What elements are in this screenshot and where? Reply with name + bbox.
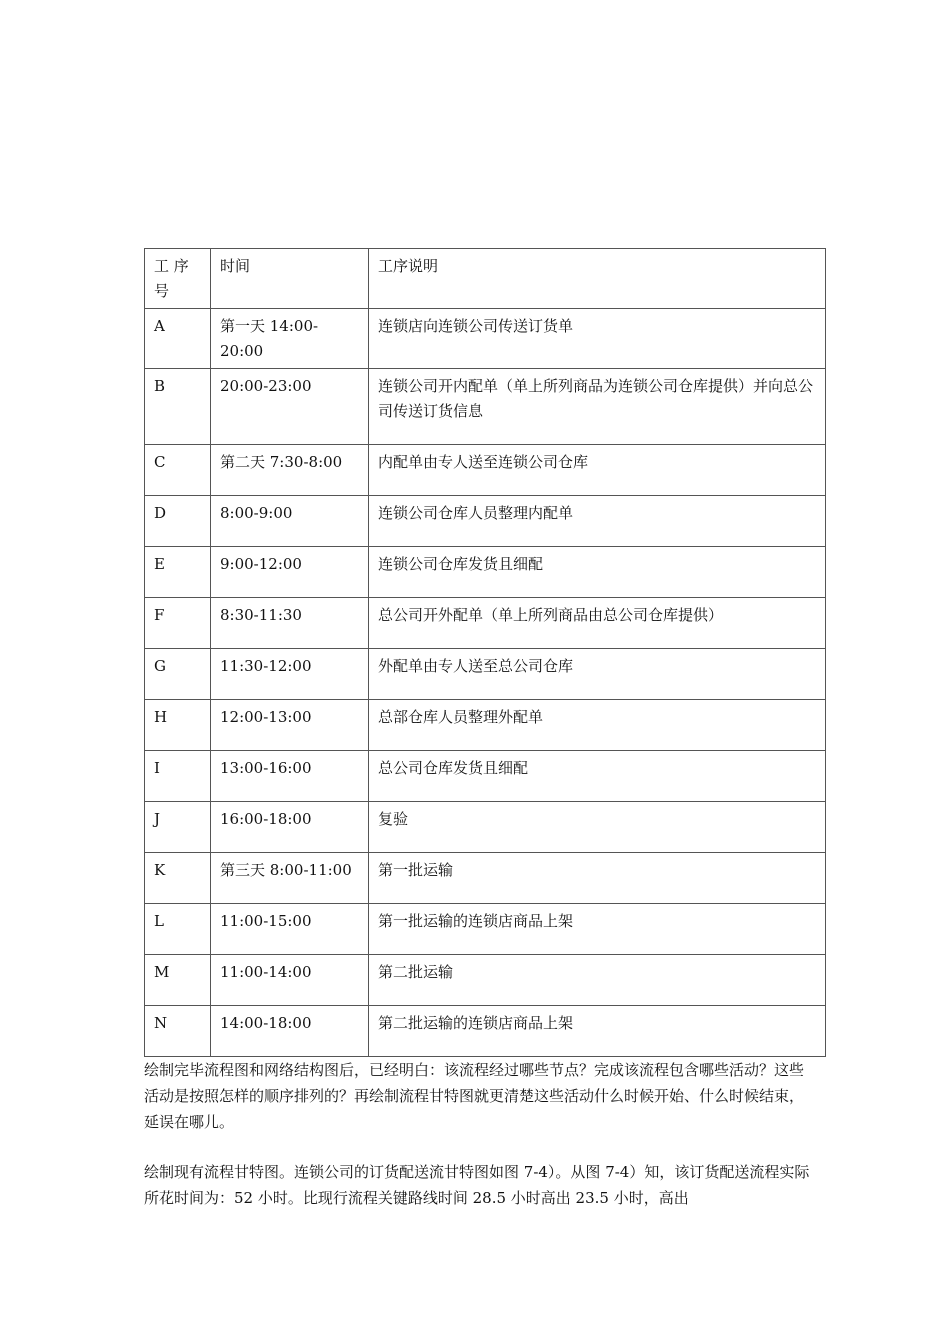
cell-step-id: G [145,649,211,700]
cell-description: 连锁公司仓库发货且细配 [369,547,826,598]
cell-description: 连锁店向连锁公司传送订货单 [369,309,826,369]
cell-description: 外配单由专人送至总公司仓库 [369,649,826,700]
cell-time: 第一天 14:00-20:00 [211,309,369,369]
cell-step-id: H [145,700,211,751]
table-row [145,369,826,445]
cell-step-id: K [145,853,211,904]
table-row [145,649,826,700]
table-row [145,853,826,904]
cell-time: 11:00-14:00 [211,955,369,1006]
table-row [145,751,826,802]
header-time: 时间 [211,249,369,309]
cell-description: 连锁公司开内配单（单上所列商品为连锁公司仓库提供）并向总公司传送订货信息 [369,369,826,445]
cell-step-id: A [145,309,211,369]
cell-description: 连锁公司仓库人员整理内配单 [369,496,826,547]
cell-time: 第三天 8:00-11:00 [211,853,369,904]
cell-description: 第二批运输的连锁店商品上架 [369,1006,826,1057]
cell-step-id: E [145,547,211,598]
cell-time: 11:00-15:00 [211,904,369,955]
cell-description: 第一批运输 [369,853,826,904]
table-row [145,598,826,649]
cell-time: 20:00-23:00 [211,369,369,445]
cell-step-id: M [145,955,211,1006]
cell-time: 13:00-16:00 [211,751,369,802]
cell-description: 第二批运输 [369,955,826,1006]
table-row [145,700,826,751]
body-paragraph-gantt: 绘制现有流程甘特图。连锁公司的订货配送流甘特图如图 7-4）。从图 7-4）知，该订货配送流程实际所花时间为：52 小时。比现行流程关键路线时间 28.5 小时高出 23.5 小时，高出 [144,1163,810,1207]
table-row [145,496,826,547]
table-row [145,445,826,496]
cell-description: 内配单由专人送至连锁公司仓库 [369,445,826,496]
cell-time: 12:00-13:00 [211,700,369,751]
cell-step-id: B [145,369,211,445]
table-row [145,309,826,369]
cell-time: 9:00-12:00 [211,547,369,598]
process-table [144,248,826,1057]
cell-time: 16:00-18:00 [211,802,369,853]
table-row [145,904,826,955]
cell-step-id: F [145,598,211,649]
process-table-body [145,249,826,1057]
cell-description: 第一批运输的连锁店商品上架 [369,904,826,955]
cell-description: 总公司仓库发货且细配 [369,751,826,802]
cell-time: 8:00-9:00 [211,496,369,547]
cell-step-id: I [145,751,211,802]
cell-time: 8:30-11:30 [211,598,369,649]
table-row [145,547,826,598]
cell-step-id: L [145,904,211,955]
table-row [145,1006,826,1057]
cell-time: 第二天 7:30-8:00 [211,445,369,496]
table-row [145,955,826,1006]
cell-description: 总公司开外配单（单上所列商品由总公司仓库提供） [369,598,826,649]
cell-step-id: N [145,1006,211,1057]
cell-time: 11:30-12:00 [211,649,369,700]
cell-description: 总部仓库人员整理外配单 [369,700,826,751]
header-description: 工序说明 [369,249,826,309]
table-row [145,802,826,853]
header-step-no: 工 序号 [145,249,211,309]
cell-step-id: C [145,445,211,496]
table-header-row [145,249,826,309]
body-paragraph-summary: 绘制完毕流程图和网络结构图后，已经明白：该流程经过哪些节点？完成该流程包含哪些活动？这些活动是按照怎样的顺序排列的？再绘制流程甘特图就更清楚这些活动什么时候开始、什么时候结束，延误在哪儿。 [144,1061,805,1131]
cell-time: 14:00-18:00 [211,1006,369,1057]
cell-description: 复验 [369,802,826,853]
cell-step-id: D [145,496,211,547]
cell-step-id: J [145,802,211,853]
